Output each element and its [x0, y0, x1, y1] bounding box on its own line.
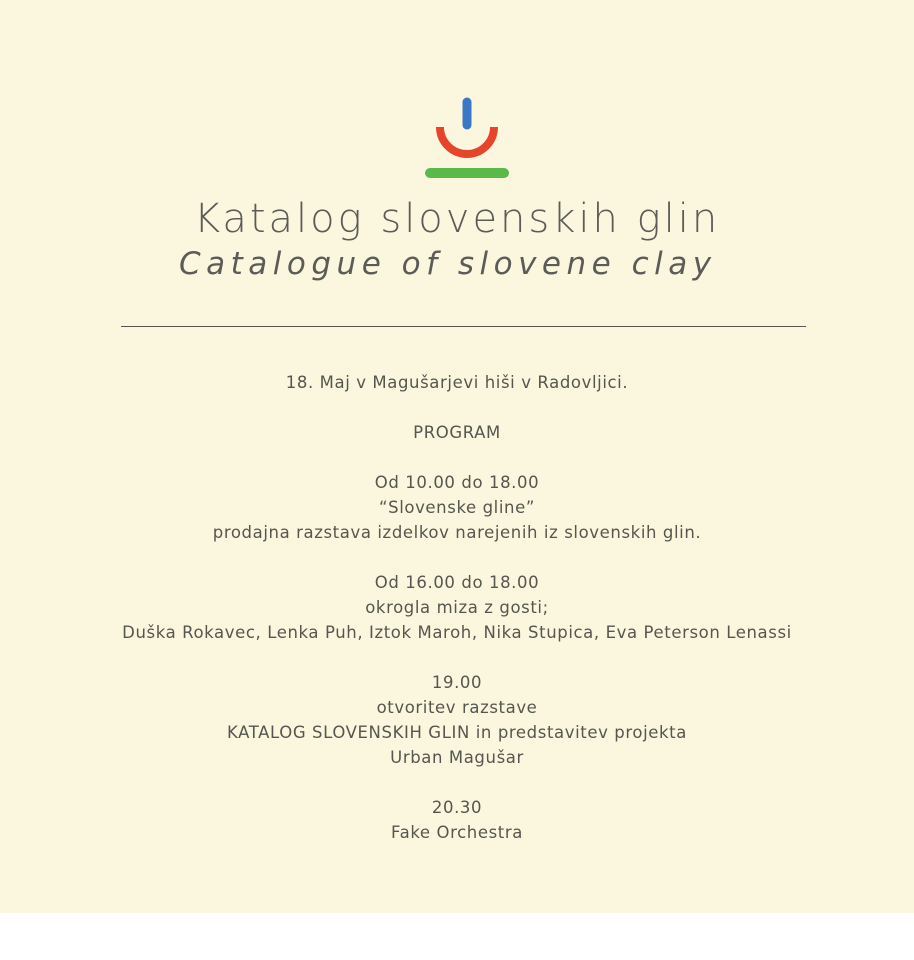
program-heading: PROGRAM	[413, 423, 501, 442]
block-3-line-1: otvoritev razstave	[376, 698, 538, 717]
block-1-time: Od 10.00 do 18.00	[374, 473, 540, 492]
divider-line	[121, 326, 806, 327]
program-section	[0, 370, 914, 845]
date-location: 18. Maj v Magušarjevi hiši v Radovljici.	[285, 373, 629, 392]
block-1-line-2: prodajna razstava izdelkov narejenih iz slovenskih glin.	[212, 523, 702, 542]
block-2-line-1: okrogla miza z gosti;	[365, 598, 549, 617]
block-4-line-1: Fake Orchestra	[391, 823, 523, 842]
block-3-line-3: Urban Magušar	[390, 748, 524, 767]
block-3-line-2: KATALOG SLOVENSKIH GLIN in predstavitev projekta	[227, 723, 687, 742]
block-3-time: 19.00	[431, 673, 483, 692]
page-subtitle: Catalogue of slovene clay	[179, 246, 717, 282]
logo-red-arc	[440, 127, 494, 154]
block-4-time: 20.30	[431, 798, 483, 817]
block-2-time: Od 16.00 do 18.00	[374, 573, 540, 592]
page-title: Katalog slovenskih glin	[193, 196, 721, 242]
block-2-guests: Duška Rokavec, Lenka Puh, Iztok Maroh, Nika Stupica, Eva Peterson Lenassi	[122, 623, 792, 642]
clay-vessel-logo-icon	[424, 96, 510, 182]
block-1-line-1: “Slovenske gline”	[378, 498, 536, 517]
